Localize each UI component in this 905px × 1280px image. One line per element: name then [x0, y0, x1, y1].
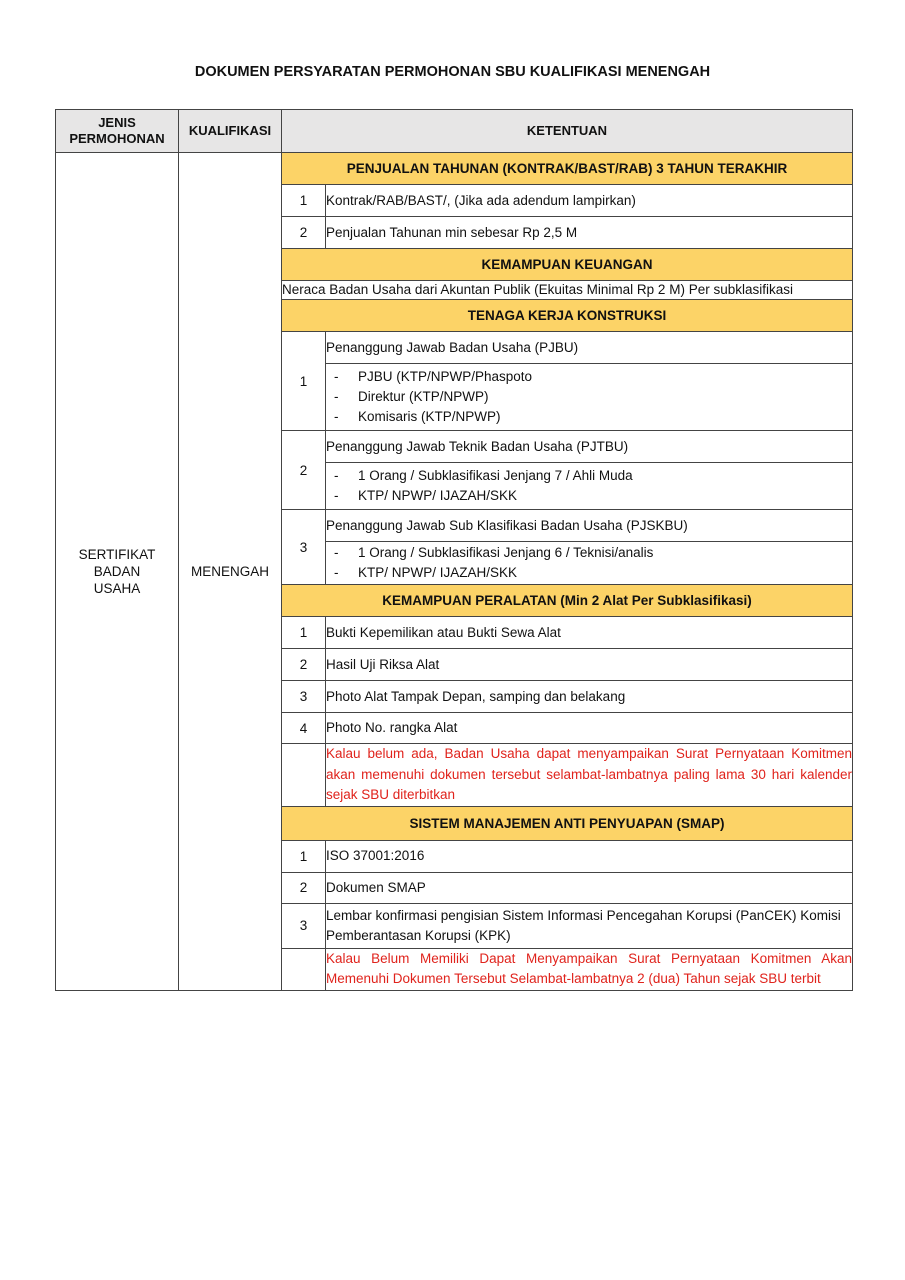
header-kualifikasi: KUALIFIKASI — [179, 110, 282, 153]
empty-number-cell — [282, 948, 326, 990]
bullet-item: - Komisaris (KTP/NPWP) — [334, 407, 852, 427]
item-number: 4 — [282, 713, 326, 744]
keuangan-text: Neraca Badan Usaha dari Akuntan Publik (Ekuitas Minimal Rp 2 M) Per subklasifikasi — [282, 281, 853, 300]
bullet-item: - 1 Orang / Subklasifikasi Jenjang 6 / Teknisi/analis — [334, 543, 852, 563]
item-text: Lembar konfirmasi pengisian Sistem Informasi Pencegahan Korupsi (PanCEK) Komisi Pemberantasan Korupsi (KPK) — [326, 903, 853, 948]
item-number: 2 — [282, 872, 326, 903]
item-text: Photo No. rangka Alat — [326, 713, 853, 744]
section-peralatan-title: KEMAMPUAN PERALATAN (Min 2 Alat Per Subklasifikasi) — [282, 585, 853, 617]
bullet-item: - Direktur (KTP/NPWP) — [334, 387, 852, 407]
requirements-table — [55, 109, 853, 991]
item-number: 3 — [282, 903, 326, 948]
item-text: Dokumen SMAP — [326, 872, 853, 903]
item-heading: Penanggung Jawab Badan Usaha (PJBU) — [326, 332, 853, 364]
header-ketentuan: KETENTUAN — [282, 110, 853, 153]
item-number: 1 — [282, 332, 326, 431]
item-heading: Penanggung Jawab Teknik Badan Usaha (PJTBU) — [326, 431, 853, 463]
bullet-item: - PJBU (KTP/NPWP/Phaspoto — [334, 367, 852, 387]
item-text: Penjualan Tahunan min sebesar Rp 2,5 M — [326, 217, 853, 249]
bullet-item: - KTP/ NPWP/ IJAZAH/SKK — [334, 563, 852, 583]
item-number: 2 — [282, 649, 326, 681]
peralatan-note: Kalau belum ada, Badan Usaha dapat menyampaikan Surat Pernyataan Komitmen akan memenuhi dokumen tersebut selambat-lambatnya paling lama 30 hari kalender sejak SBU diterbitkan — [326, 744, 853, 807]
item-number: 2 — [282, 217, 326, 249]
kualifikasi-value: MENENGAH — [179, 153, 282, 991]
smap-note: Kalau Belum Memiliki Dapat Menyampaikan Surat Pernyataan Komitmen Akan Memenuhi Dokumen Tersebut Selambat-lambatnya 2 (dua) Tahun sejak SBU terbit — [326, 948, 853, 990]
item-number: 3 — [282, 681, 326, 713]
section-tenaga-title: TENAGA KERJA KONSTRUKSI — [282, 300, 853, 332]
item-bullets — [326, 364, 853, 431]
document-title: DOKUMEN PERSYARATAN PERMOHONAN SBU KUALIFIKASI MENENGAH — [194, 64, 711, 80]
bullet-item: - 1 Orang / Subklasifikasi Jenjang 7 / Ahli Muda — [334, 466, 852, 486]
table-header-row — [56, 110, 853, 153]
item-text: Bukti Kepemilikan atau Bukti Sewa Alat — [326, 617, 853, 649]
item-number: 2 — [282, 431, 326, 510]
item-bullets — [326, 463, 853, 510]
item-text: Photo Alat Tampak Depan, samping dan belakang — [326, 681, 853, 713]
section-penjualan-title: PENJUALAN TAHUNAN (KONTRAK/BAST/RAB) 3 TAHUN TERAKHIR — [282, 153, 853, 185]
item-text: ISO 37001:2016 — [326, 840, 853, 872]
section-smap-title: SISTEM MANAJEMEN ANTI PENYUAPAN (SMAP) — [282, 806, 853, 840]
bullet-item: - KTP/ NPWP/ IJAZAH/SKK — [334, 486, 852, 506]
header-jenis: JENIS PERMOHONAN — [56, 110, 179, 153]
item-text: Hasil Uji Riksa Alat — [326, 649, 853, 681]
item-heading: Penanggung Jawab Sub Klasifikasi Badan Usaha (PJSKBU) — [326, 510, 853, 542]
empty-number-cell — [282, 744, 326, 807]
item-number: 1 — [282, 617, 326, 649]
item-text: Kontrak/RAB/BAST/, (Jika ada adendum lampirkan) — [326, 185, 853, 217]
jenis-permohonan-value: SERTIFIKAT BADAN USAHA — [78, 546, 156, 596]
item-number: 1 — [282, 185, 326, 217]
item-bullets — [326, 542, 853, 585]
jenis-permohonan-cell — [56, 153, 179, 991]
item-number: 1 — [282, 840, 326, 872]
item-number: 3 — [282, 510, 326, 585]
section-keuangan-title: KEMAMPUAN KEUANGAN — [282, 249, 853, 281]
